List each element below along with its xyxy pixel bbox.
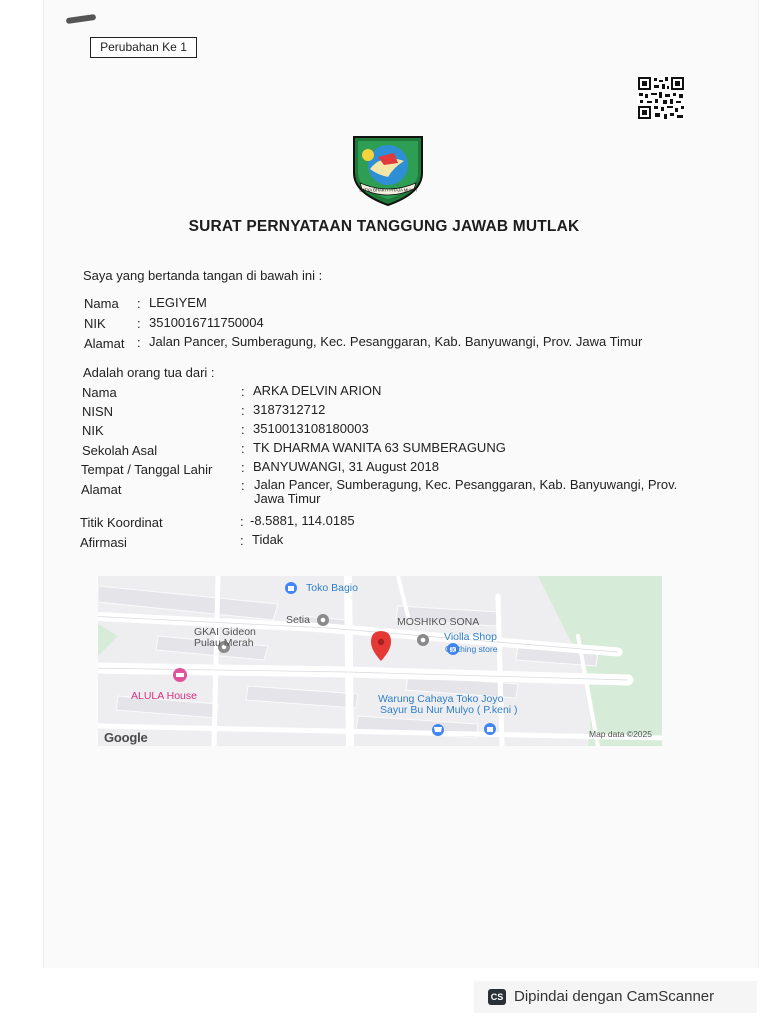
- map-label-gkai-2: Pulau Merah: [194, 637, 254, 649]
- map-label-warung-1: Warung Cahaya Toko Joyo: [378, 693, 504, 705]
- declarant-address-label: Alamat: [84, 336, 125, 351]
- qr-code-icon: [637, 76, 685, 120]
- crest-motto: SATYA BHAKTI PRAJA MUKTI: [359, 187, 417, 193]
- child-nisn-value: 3187312712: [253, 402, 326, 417]
- camscanner-logo-icon: CS: [488, 989, 506, 1005]
- place-icon: [417, 634, 429, 646]
- colon: :: [240, 514, 244, 529]
- location-map: [98, 576, 662, 746]
- revision-box: Perubahan Ke 1: [90, 37, 197, 58]
- map-label-alula-house: ALULA House: [131, 690, 197, 702]
- map-label-gkai-1: GKAI Gideon: [194, 626, 256, 638]
- google-logo: Google: [104, 730, 148, 745]
- child-affirmation-value: Tidak: [252, 532, 284, 547]
- shopping-bag-icon: [484, 723, 496, 735]
- lodging-icon: [173, 668, 187, 682]
- declarant-nik-value: 3510016711750004: [149, 315, 264, 330]
- cart-icon: [432, 724, 444, 736]
- declarant-name-label: Nama: [84, 296, 119, 311]
- camscanner-watermark: [474, 981, 757, 1013]
- child-birth-value: BANYUWANGI, 31 August 2018: [253, 459, 439, 474]
- child-name-value: ARKA DELVIN ARION: [253, 383, 382, 398]
- map-attribution: Map data ©2025: [589, 729, 652, 739]
- shopping-bag-icon: [285, 582, 297, 594]
- child-affirmation-label: Afirmasi: [80, 535, 127, 550]
- child-nisn-label: NISN: [82, 404, 114, 419]
- child-school-value: TK DHARMA WANITA 63 SUMBERAGUNG: [253, 440, 506, 455]
- declarant-address-value: Jalan Pancer, Sumberagung, Kec. Pesanggaran, Kab. Banyuwangi, Prov. Jawa Timur: [149, 334, 643, 349]
- child-school-label: Sekolah Asal: [82, 443, 158, 458]
- map-label-moshiko: MOSHIKO SONA: [397, 616, 480, 628]
- parent-of-text: Adalah orang tua dari :: [83, 365, 215, 380]
- colon: :: [241, 441, 245, 456]
- child-coordinate-label: Titik Koordinat: [80, 515, 163, 530]
- colon: :: [137, 296, 141, 311]
- child-address-value: Jalan Pancer, Sumberagung, Kec. Pesanggaran, Kab. Banyuwangi, Prov.: [254, 477, 678, 492]
- colon: :: [241, 384, 245, 399]
- camscanner-text: Dipindai dengan CamScanner: [514, 988, 715, 1005]
- child-birth-label: Tempat / Tanggal Lahir: [81, 462, 213, 477]
- colon: :: [240, 533, 244, 548]
- colon: :: [241, 403, 245, 418]
- colon: :: [137, 316, 141, 331]
- map-label-clothing-store: Clothing store: [445, 644, 498, 654]
- child-name-label: Nama: [82, 385, 117, 400]
- declarant-nik-label: NIK: [84, 316, 106, 331]
- map-label-warung-2: Sayur Bu Nur Mulyo ( P.keni ): [380, 704, 518, 716]
- child-coordinate-value: -8.5881, 114.0185: [250, 513, 355, 528]
- regency-crest-logo: [348, 133, 428, 207]
- colon: :: [137, 335, 141, 350]
- declarant-name-value: LEGIYEM: [149, 295, 207, 310]
- colon: :: [241, 478, 245, 493]
- place-icon: [317, 614, 329, 626]
- map-streets: [98, 576, 662, 746]
- child-nik-label: NIK: [82, 423, 104, 438]
- colon: :: [241, 460, 245, 475]
- child-nik-value: 3510013108180003: [253, 421, 369, 436]
- document-title: SURAT PERNYATAAN TANGGUNG JAWAB MUTLAK: [188, 218, 580, 235]
- map-label-setia: Setia: [286, 614, 310, 626]
- map-label-toko-bagio: Toko Bagio: [306, 582, 358, 594]
- child-address-label: Alamat: [81, 482, 122, 497]
- intro-text: Saya yang bertanda tangan di bawah ini :: [83, 268, 323, 283]
- colon: :: [241, 422, 245, 437]
- map-label-violla-shop: Violla Shop: [444, 631, 497, 643]
- child-address-value-line2: Jawa Timur: [254, 491, 321, 506]
